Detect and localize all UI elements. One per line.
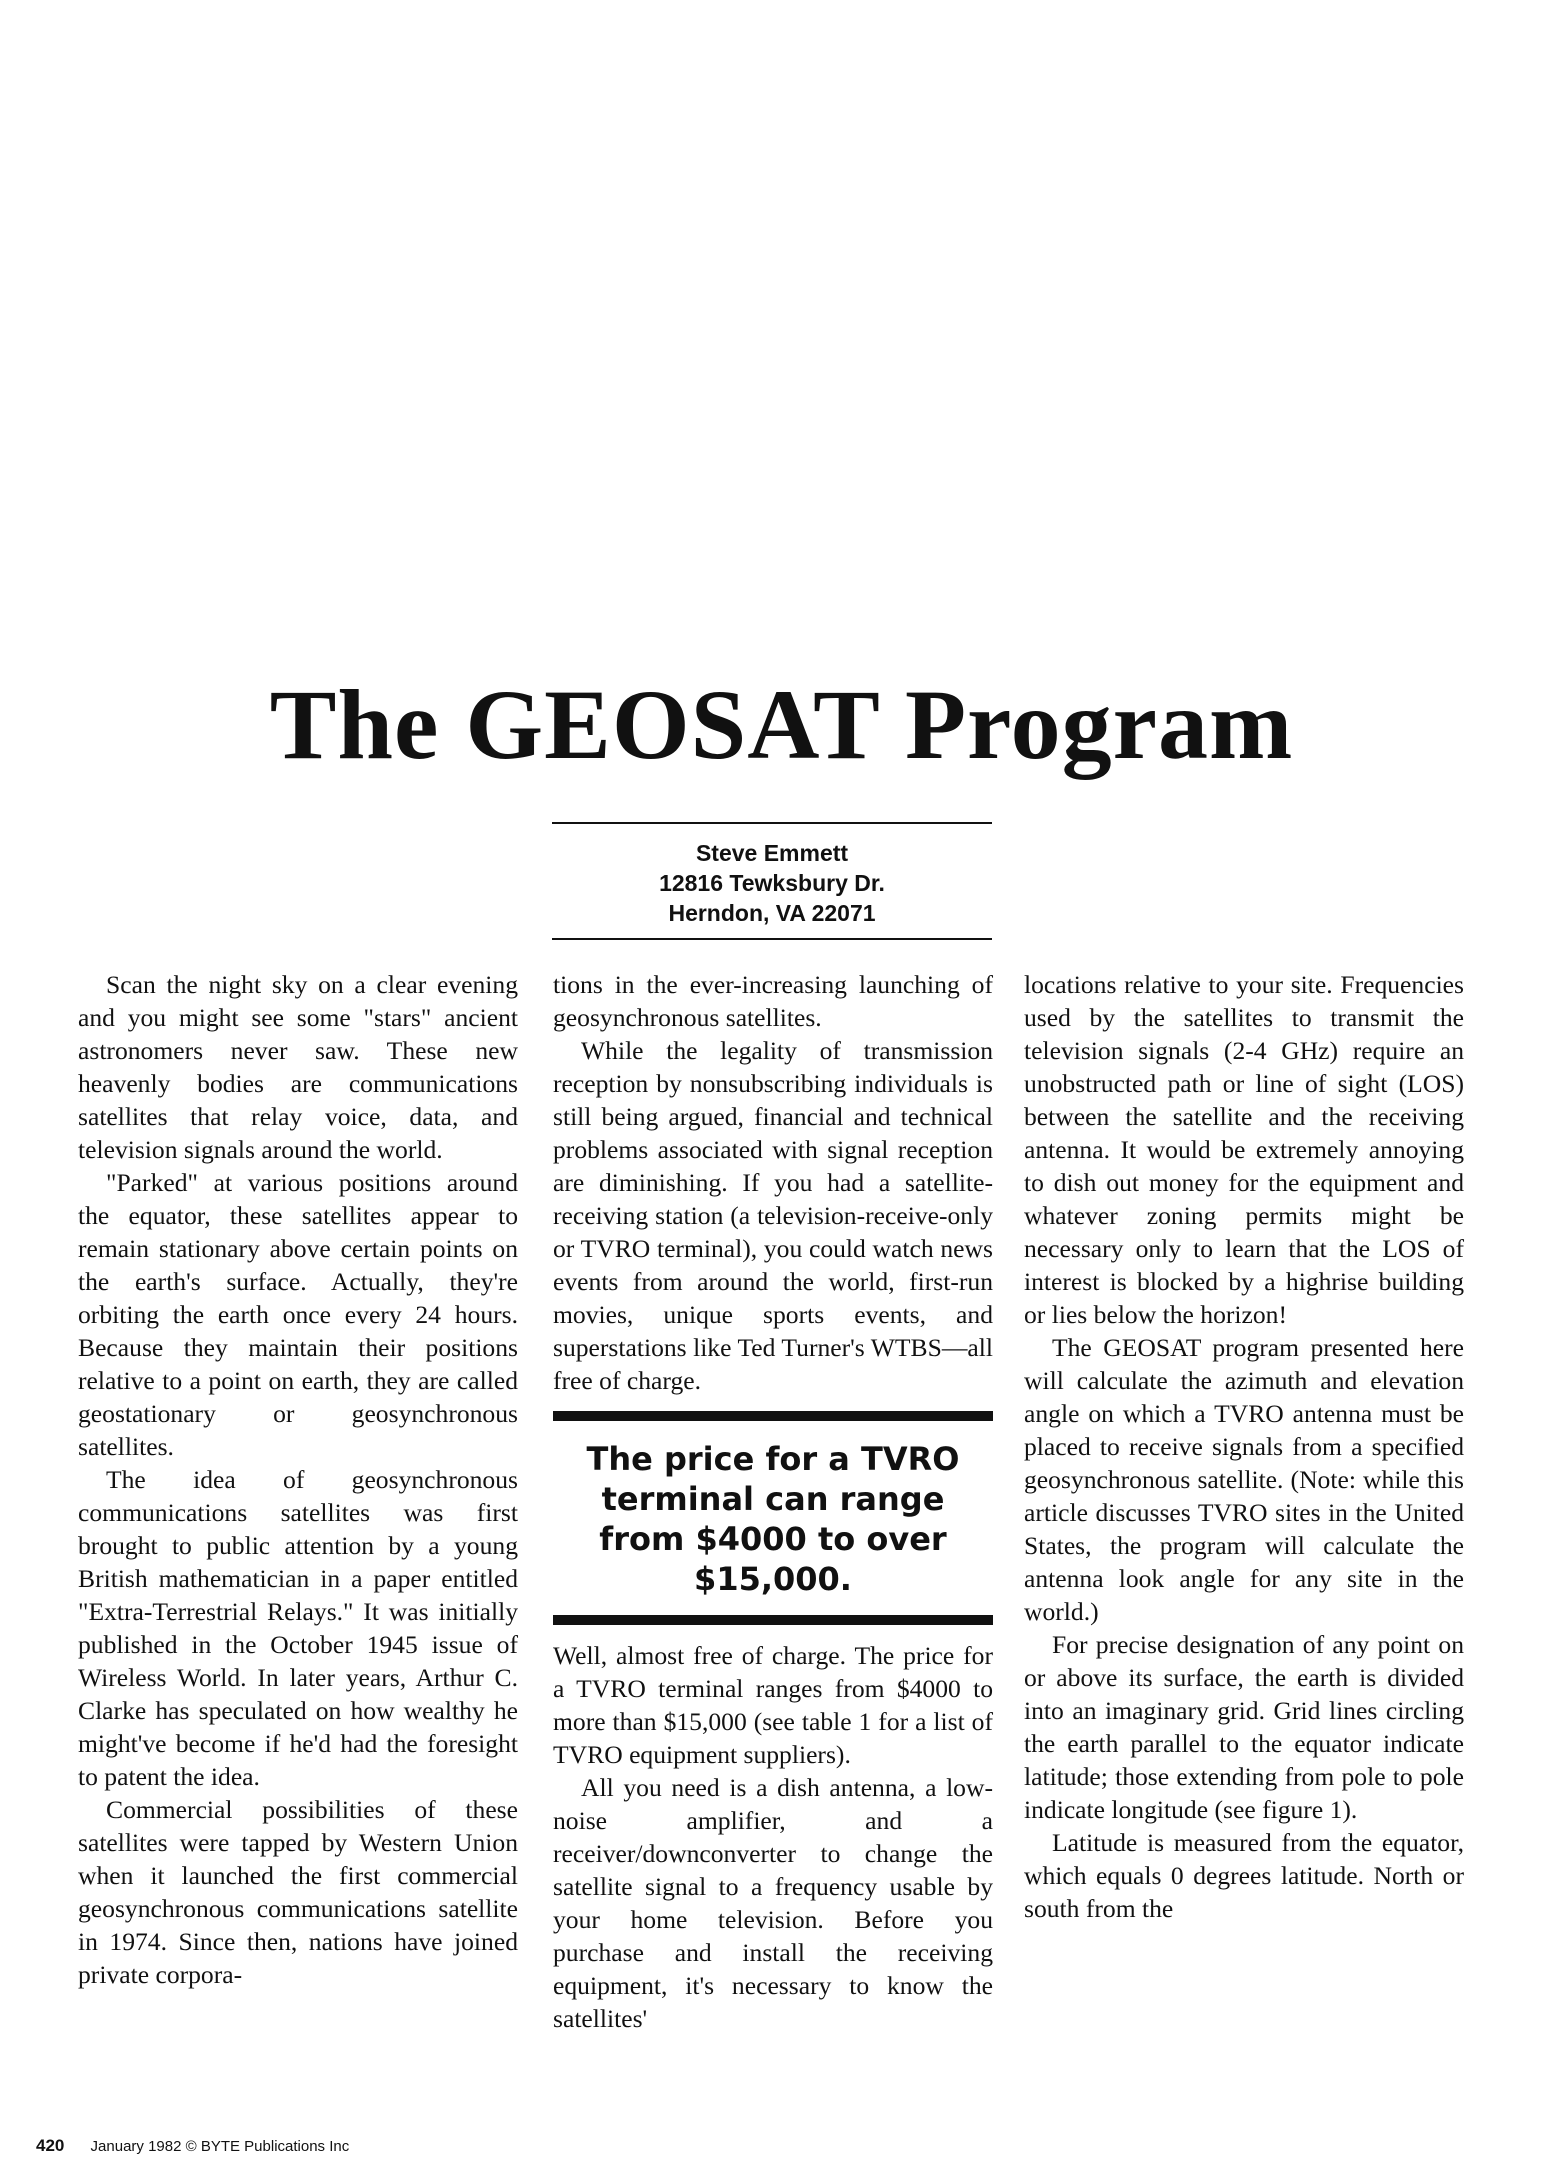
author-byline: [552, 822, 992, 940]
author-city: Herndon, VA 22071: [668, 900, 876, 926]
paragraph: The idea of geosynchronous communications satellites was first brought to public attention by a young British mathematician in a paper entitled "Extra-Terrestrial Relays." It was initially published in the October 1945 issue of Wireless World. In later years, Arthur C. Clarke has speculated on how wealthy he might've become if he'd had the foresight to patent the idea.: [78, 1465, 518, 1791]
column-2: [553, 968, 993, 2035]
paragraph: Latitude is measured from the equator, which equals 0 degrees latitude. North or south from the: [1024, 1828, 1464, 1923]
paragraph: While the legality of transmission reception by nonsubscribing individuals is still being argued, financial and technical problems associated with signal reception are diminishing. If you had a satellite-receiving station (a television-receive-only or TVRO terminal), you could watch news events from around the world, first-run movies, unique sports events, and superstations like Ted Turner's WTBS—all free of charge.: [553, 1036, 993, 1395]
paragraph: tions in the ever-increasing launching of geosynchronous satellites.: [553, 970, 993, 1032]
paragraph: Well, almost free of charge. The price for a TVRO terminal ranges from $4000 to more than $15,000 (see table 1 for a list of TVRO equipment suppliers).: [553, 1641, 993, 1769]
paragraph: All you need is a dish antenna, a low-noise amplifier, and a receiver/downconverter to change the satellite signal to a frequency usable by your home television. Before you purchase and install the receiving equipment, it's necessary to know the satellites': [553, 1773, 993, 2033]
column-3: [1024, 968, 1464, 1925]
author-street: 12816 Tewksbury Dr.: [659, 870, 885, 896]
paragraph: "Parked" at various positions around the equator, these satellites appear to remain stationary above certain points on the earth's surface. Actually, they're orbiting the earth once every 24 hours. Because they maintain their positions relative to a point on earth, they are called geostationary or geosynchronous satellites.: [78, 1168, 518, 1461]
article-title: The GEOSAT Program: [269, 669, 1294, 780]
column-1: [78, 968, 518, 1991]
footer-credit: January 1982 © BYTE Publications Inc: [90, 2138, 350, 2155]
paragraph: For precise designation of any point on or above its surface, the earth is divided into an imaginary grid. Grid lines circling the earth parallel to the equator indicate latitude; those extending from pole to pole indicate longitude (see figure 1).: [1024, 1630, 1464, 1824]
pull-quote: The price for a TVRO terminal can range from $4000 to over $15,000.: [553, 1411, 993, 1625]
page-footer: [36, 2136, 349, 2156]
paragraph: locations relative to your site. Frequencies used by the satellites to transmit the television signals (2-4 GHz) require an unobstructed path or line of sight (LOS) between the satellite and the receiving antenna. It would be extremely annoying to dish out money for the equipment and whatever zoning permits might be necessary only to learn that the LOS of interest is blocked by a highrise building or lies below the horizon!: [1024, 970, 1464, 1329]
page-number: 420: [36, 2136, 65, 2155]
paragraph: Commercial possibilities of these satellites were tapped by Western Union when it launched the first commercial geosynchronous communications satellite in 1974. Since then, nations have joined private corpora-: [78, 1795, 518, 1989]
paragraph: The GEOSAT program presented here will calculate the azimuth and elevation angle on which a TVRO antenna must be placed to receive signals from a specified geosynchronous satellite. (Note: while this article discusses TVRO sites in the United States, the program will calculate the antenna look angle for any site in the world.): [1024, 1333, 1464, 1626]
paragraph: Scan the night sky on a clear evening and you might see some "stars" ancient astronomers never saw. These new heavenly bodies are communications satellites that relay voice, data, and television signals around the world.: [78, 970, 518, 1164]
author-name: Steve Emmett: [695, 840, 849, 866]
